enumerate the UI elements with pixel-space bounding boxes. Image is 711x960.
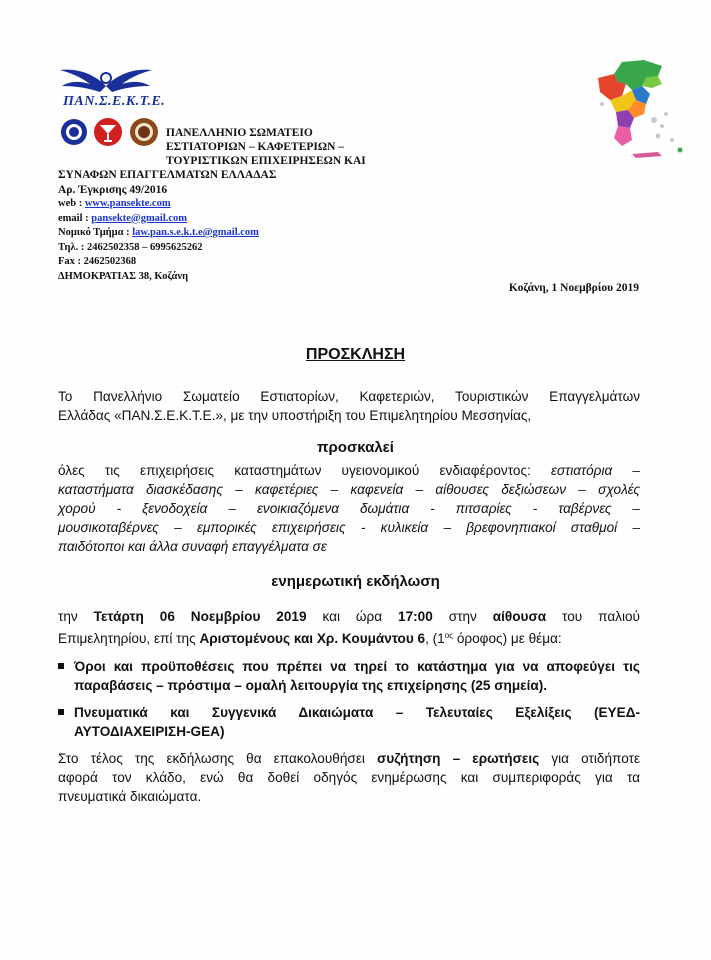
email-label: email : bbox=[58, 212, 92, 224]
web-row bbox=[58, 197, 276, 212]
invitees-line-1 bbox=[58, 461, 640, 480]
topic-item bbox=[58, 703, 640, 741]
legal-label: Νομικό Τμήμα : bbox=[58, 227, 133, 238]
union-logo-text: ΠΑΝ.Σ.Ε.Κ.Τ.Ε. bbox=[63, 94, 166, 109]
event-text: και ώρα bbox=[306, 609, 399, 624]
address: ΔΗΜΟΚΡΑΤΙΑΣ 38, Κοζάνη bbox=[58, 270, 189, 282]
closing-text: για οτιδήποτε bbox=[539, 751, 641, 766]
floor-ordinal: ος bbox=[444, 631, 454, 640]
invitees-intro: όλες τις επιχειρήσεις καταστημάτων υγειονομικού ενδιαφέροντος: bbox=[58, 463, 551, 478]
invitees-line-5: παιδότοποι και άλλα συναφή επαγγέλματα σε bbox=[58, 539, 327, 554]
web-label: web : bbox=[58, 198, 85, 209]
invitees-line-4: μουσικοταβέρνες – εμπορικές επιχειρήσεις - κυλικεία – βρεφονηπιακοί σταθμοί – bbox=[58, 520, 640, 535]
plate-icon bbox=[61, 119, 87, 145]
invitees-line-2: καταστήματα διασκέδασης – καφετέριες – καφενεία – αίθουσες δεξιώσεων – σχολές bbox=[58, 482, 640, 497]
event-line-1 bbox=[58, 607, 640, 626]
org-name-line-4: ΣΥΝΑΦΩΝ ΕΠΑΓΓΕΛΜΑΤΩΝ ΕΛΛΑΔΑΣ bbox=[58, 169, 277, 181]
invites-heading: προσκαλεί bbox=[317, 439, 394, 456]
event-text: την bbox=[58, 609, 94, 624]
event-text: Επιμελητηρίου, επί της bbox=[58, 631, 200, 646]
greece-map-icon bbox=[592, 56, 686, 164]
closing-line-1 bbox=[58, 749, 640, 768]
invitees-line-3: χορού - ξενοδοχεία – ενοικιαζόμενα δωμάτια - πιτσαρίες - ταβέρνες – bbox=[58, 501, 640, 516]
invitees-paragraph bbox=[58, 461, 640, 556]
fax: Fax : 2462502368 bbox=[58, 256, 137, 267]
phone: Τηλ. : 2462502358 – 6995625262 bbox=[58, 241, 203, 253]
topic-item bbox=[58, 657, 640, 695]
contact-details bbox=[58, 168, 276, 284]
event-text: όροφος) με θέμα: bbox=[453, 631, 562, 646]
closing-text: Στο τέλος της εκδήλωσης θα επακολουθήσει bbox=[58, 751, 378, 766]
topic-2-line-1: Πνευματικά και Συγγενικά Δικαιώματα – Τελευταίες Εξελίξεις (ΕΥΕΔ- bbox=[74, 705, 640, 720]
web-link[interactable]: www.pansekte.com bbox=[84, 198, 171, 209]
letter-date: Κοζάνη, 1 Νοεμβρίου 2019 bbox=[508, 282, 639, 294]
event-text: στην bbox=[432, 609, 493, 624]
union-logo-wings bbox=[56, 56, 156, 96]
organization-name bbox=[166, 126, 426, 168]
event-text: του παλιού bbox=[546, 609, 640, 624]
closing-discussion: συζήτηση – ερωτήσεις bbox=[377, 751, 540, 766]
approval-number: Αρ. Έγκρισης 49/2016 bbox=[58, 183, 168, 196]
legal-email-row bbox=[58, 226, 276, 241]
legal-email-link[interactable]: law.pan.s.e.k.t.e@gmail.com bbox=[132, 227, 259, 238]
event-time: 17:00 bbox=[398, 609, 433, 624]
topic-1-line-2: παραβάσεις – πρόστιμα – ομαλή λειτουργία της επιχείρησης (25 σημεία). bbox=[74, 678, 548, 693]
coffee-icon bbox=[130, 118, 158, 146]
event-hall: αίθουσα bbox=[492, 609, 547, 624]
intro-paragraph bbox=[58, 387, 640, 425]
email-row bbox=[58, 212, 276, 227]
topic-1-line-1: Όροι και προϋποθέσεις που πρέπει να τηρεί το κατάστημα για να αποφεύγει τις bbox=[74, 659, 640, 674]
document-title: ΠΡΟΣΚΛΗΣΗ bbox=[305, 346, 406, 363]
event-address: Αριστομένους και Χρ. Κουμάντου 6 bbox=[199, 631, 426, 646]
event-line-2 bbox=[58, 626, 640, 648]
cocktail-icon bbox=[94, 118, 122, 146]
intro-line-2: Ελλάδας «ΠΑΝ.Σ.Ε.Κ.Τ.Ε.», με την υποστήριξη του Επιμελητηρίου Μεσσηνίας, bbox=[58, 408, 532, 423]
event-details-paragraph bbox=[58, 607, 640, 648]
closing-paragraph bbox=[58, 749, 640, 806]
closing-line-2: αφορά τον κλάδο, ενώ θα δοθεί οδηγός ενημέρωσης και συμπεριφοράς για τα bbox=[58, 770, 640, 785]
event-heading: ενημερωτική εκδήλωση bbox=[271, 573, 440, 590]
closing-line-3: πνευματικά δικαιώματα. bbox=[58, 789, 202, 804]
topics-list bbox=[58, 657, 640, 749]
org-name-line-3: ΤΟΥΡΙΣΤΙΚΩΝ ΕΠΙΧΕΙΡΗΣΕΩΝ ΚΑΙ bbox=[166, 155, 366, 167]
event-day: Τετάρτη 06 Νοεμβρίου 2019 bbox=[93, 609, 307, 624]
org-name-line-2: ΕΣΤΙΑΤΟΡΙΩΝ – ΚΑΦΕΤΕΡΙΩΝ – bbox=[166, 141, 345, 153]
invitees-first-item: εστιατόρια – bbox=[551, 463, 640, 478]
email-link[interactable]: pansekte@gmail.com bbox=[91, 212, 188, 224]
intro-line-1: Το Πανελλήνιο Σωματείο Εστιατορίων, Καφετεριών, Τουριστικών Επαγγελμάτων bbox=[58, 389, 640, 404]
topic-2-line-2: ΑΥΤΟΔΙΑΧΕΙΡΙΣΗ-GEA) bbox=[74, 724, 225, 739]
bullet-square-icon bbox=[58, 663, 64, 669]
bullet-square-icon bbox=[58, 709, 64, 715]
event-text: , (1 bbox=[425, 631, 445, 646]
hospitality-icons bbox=[60, 116, 164, 148]
org-name-line-1: ΠΑΝΕΛΛΗΝΙΟ ΣΩΜΑΤΕΙΟ bbox=[166, 127, 313, 139]
